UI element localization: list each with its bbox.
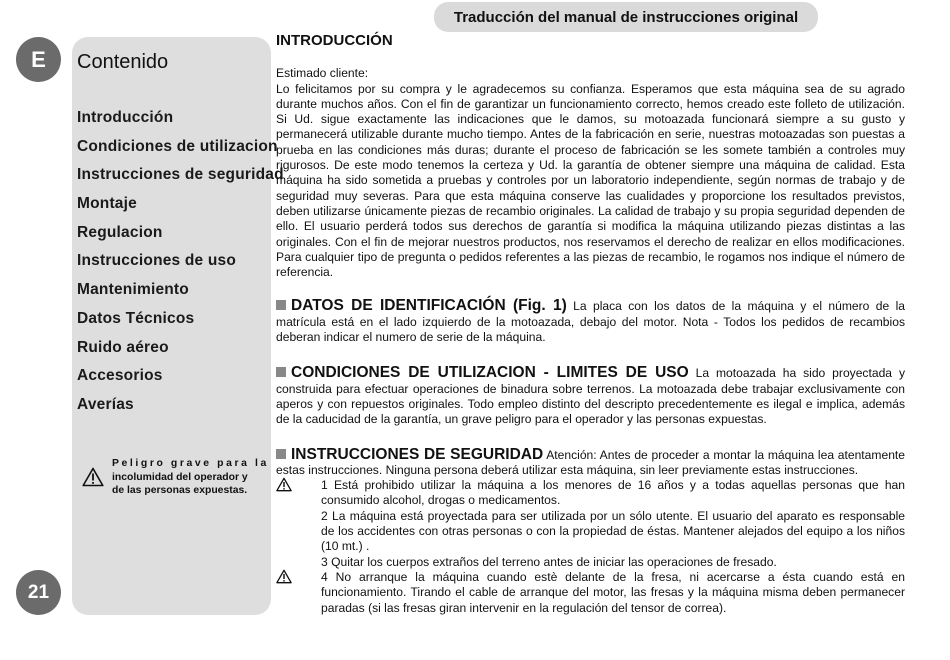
contents-title: Contenido: [77, 51, 169, 73]
square-bullet-icon: [276, 367, 286, 377]
square-bullet-icon: [276, 300, 286, 310]
condiciones-section: [276, 365, 905, 427]
danger-legend-text: Peligro grave para la incolumidad del operador y de las personas expuestas.: [112, 458, 269, 496]
toc-item-instrucciones-uso[interactable]: Instrucciones de uso: [77, 252, 237, 270]
datos-text: La placa con los datos de la máquina y el número de la matrícula está en el lado izquierdo de la motoazada, debajo del motor. Nota - Todos los pedidos de recambios deberan indicar el numero de serie de la máquina.: [276, 299, 905, 345]
toc-item-ruido[interactable]: Ruido aéreo: [77, 338, 169, 356]
toc-item-introduccion[interactable]: Introducción: [77, 109, 174, 126]
intro-paragraph: Lo felicitamos por su compra y le agradecemos su confianza. Esperamos que esta máquina sea de su agrado durante muchos años. Con el fin de garantizar un funcionamiento correcto, hemos creado este folleto de utilización. Si Ud. sigue exactamente las indicaciones que le damos, su motoazada funcionará siempre a su gusto y permanecerá utilizable durante mucho tiempo. Antes de la fabricación en serie, nuestras motoazadas son puestas a prueba en las condiciones más duras; durante el proceso de fabricación se les somete también a controles muy rigurosos. De este modo tenemos la certeza y Ud. la garantía de obtener siempre una máquina de calidad. Esta máquina ha sido sometida a pruebas y controles por un laboratorio independiente, según normas de trabajo y de seguridad muy severas. Para que esta máquina conserve las cualidades y proporcione los resultados previstos, deben utilizarse únicamente piezas de recambio originales. La calidad de trabajo y su propia seguridad dependen de ello. El usuario perderá todos sus derechos de garantía si modifica la máquina utilizando piezas distintas a las originales. Con el fin de mejorar nuestros productos, nos reservamos el derecho de realizar en ellos modificaciones. Para cualquier tipo de pregunta o pedidos referentes a las piezas de recambio, le rogamos nos indique el número de referencia.: [276, 81, 905, 280]
datos-heading: DATOS DE IDENTIFICACIÓN (Fig. 1): [291, 297, 567, 315]
danger-legend: [82, 457, 270, 498]
intro-heading: INTRODUCCIÓN: [276, 32, 393, 49]
datos-section: [276, 298, 905, 345]
contents-sidebar: [72, 37, 284, 615]
toc-item-mantenimiento[interactable]: Mantenimiento: [77, 281, 189, 299]
seguridad-section: [276, 447, 905, 479]
condiciones-text: La motoazada ha sido proyectada y construida para efectuar operaciones de binadura sobre terrenos. La motoazada debe trabajar exclusivamente con aperos y con repuestos originales. Todo empleo distinto del descripto precedentemente es ilegal e implica, además de la caducidad de la garantía, un grave peligro para el operador y las personas expuestas.: [276, 366, 905, 427]
manual-title: Traducción del manual de instrucciones original: [434, 2, 818, 32]
greeting: Estimado cliente:: [276, 66, 369, 81]
toc-item-accesorios[interactable]: Accesorios: [77, 367, 163, 385]
contents-list: [77, 104, 284, 420]
seguridad-text: Atención: Antes de proceder a montar la máquina lea atentamente estas instrucciones. Ninguna persona deberá utilizar esta máquina, sin leer previamente estas instrucciones.: [276, 447, 906, 477]
safety-rule-2: 2 La máquina está proyectada para ser utilizada por un sólo utente. El usuario del aparato es responsable de los accidentes con otras personas o con la propiedad de éstas. Mantener alejados del equipo a los niños (10 mt.) .: [321, 508, 905, 554]
condiciones-heading: CONDICIONES DE UTILIZACION - LIMITES DE USO: [291, 364, 689, 382]
toc-item-montaje[interactable]: Montaje: [77, 195, 137, 213]
toc-item-seguridad[interactable]: Instrucciones de seguridad: [77, 166, 284, 184]
seguridad-heading: INSTRUCCIONES DE SEGURIDAD: [291, 445, 544, 463]
safety-rule-3: 3 Quitar los cuerpos extraños del terreno antes de iniciar las operaciones de fresado.: [321, 554, 777, 569]
warning-triangle-icon: [82, 467, 112, 492]
language-badge: E: [16, 37, 61, 82]
page-number-badge: 21: [16, 570, 61, 615]
toc-item-averias[interactable]: Averías: [77, 395, 134, 413]
square-bullet-icon: [276, 449, 286, 459]
toc-item-regulacion[interactable]: Regulacion: [77, 223, 163, 241]
safety-rule-4: 4 No arranque la máquina cuando estè delante de la fresa, ni acercarse a ésta cuando está en funcionamiento. Tirando el cable de arranque del motor, las fresas y la máquina misma deben permanecer paradas (si las fresas giran intervenir en la regulación del tensor de correa).: [276, 570, 905, 616]
main-content: [276, 33, 905, 616]
warning-triangle-icon: [276, 569, 292, 588]
toc-item-datos-tecnicos[interactable]: Datos Técnicos: [77, 309, 195, 327]
safety-rule-1: 1 Está prohibido utilizar la máquina a los menores de 16 años y a todas aquellas personas que han consumido alcohol, drogas o medicamentos.: [276, 478, 905, 509]
toc-item-condiciones[interactable]: Condiciones de utilizacion: [77, 137, 278, 155]
warning-triangle-icon: [276, 477, 292, 496]
